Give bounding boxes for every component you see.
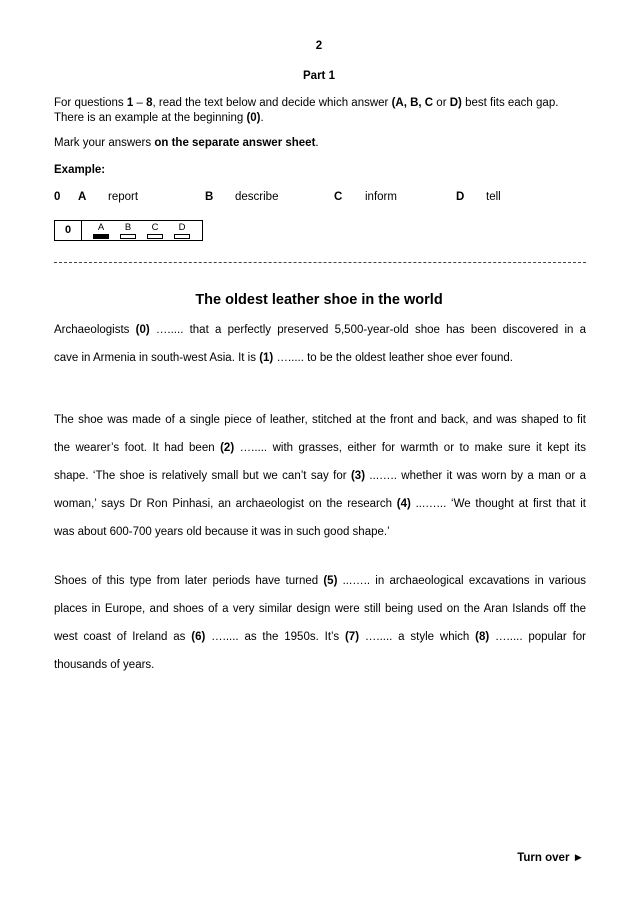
instr-text: – <box>133 97 147 109</box>
instructions-line-1 <box>54 97 558 109</box>
text: Archaeologists <box>54 324 136 336</box>
answer-mark-d <box>174 234 190 239</box>
example-option-letter-c: C <box>334 191 343 203</box>
p2-line-2 <box>54 434 586 462</box>
p1-line-2 <box>54 344 586 372</box>
answer-box-letter-b: B <box>124 222 132 233</box>
text: cave in Armenia in south-west Asia. It is <box>54 352 260 364</box>
instr-options: (A, B, C <box>391 97 434 109</box>
p2-line-3 <box>54 462 586 490</box>
instr-option-d: D) <box>449 97 462 109</box>
p3-line-2 <box>54 595 586 623</box>
instr-text: There is an example at the beginning <box>54 112 247 124</box>
gap-number: (8) <box>475 631 490 643</box>
p3-line-3 <box>54 623 586 651</box>
gap-number: (2) <box>220 442 235 454</box>
example-option-word-d: tell <box>486 191 501 203</box>
p3-line-4 <box>54 651 586 679</box>
answer-box-letter-d: D <box>178 222 186 233</box>
mark-answers-line <box>54 137 319 149</box>
gap-number: (6) <box>191 631 206 643</box>
text: The shoe was made of a single piece of leather, stitched at the front and back, and was shaped to fit <box>54 414 586 426</box>
instr-text: Mark your answers <box>54 137 155 149</box>
instr-example-ref: (0) <box>246 112 261 124</box>
instr-answer-sheet: on the separate answer sheet <box>154 137 316 149</box>
text: the wearer’s foot. It had been <box>54 442 221 454</box>
text: ...….. in archaeological excavations in various <box>337 575 586 587</box>
instr-q-start: 1 <box>126 97 134 109</box>
text: …..... that a perfectly preserved 5,500-year-old shoe has been discovered in a <box>149 324 587 336</box>
text: …..... a style which <box>359 631 476 643</box>
text: was about 600-700 years old because it was in such good shape.’ <box>54 526 390 538</box>
answer-mark-b <box>120 234 136 239</box>
text: …..... as the 1950s. It’s <box>205 631 345 643</box>
gap-number: (0) <box>135 324 150 336</box>
article-paragraph-2 <box>54 406 586 546</box>
example-option-letter-d: D <box>456 191 465 203</box>
example-number: 0 <box>54 191 61 203</box>
turn-over-label: Turn over ► <box>517 852 584 864</box>
part-heading: Part 1 <box>303 70 335 82</box>
gap-number: (1) <box>259 352 274 364</box>
instr-text: . <box>260 112 264 124</box>
example-options-row <box>54 191 586 207</box>
gap-number: (7) <box>344 631 360 643</box>
article-title: The oldest leather shoe in the world <box>195 292 443 308</box>
gap-number: (3) <box>350 470 366 482</box>
text: Shoes of this type from later periods have turned <box>54 575 324 587</box>
example-option-word-b: describe <box>235 191 279 203</box>
text: woman,’ says Dr Ron Pinhasi, an archaeologist on the research <box>54 498 397 510</box>
p1-line-1 <box>54 316 586 344</box>
example-option-word-a: report <box>108 191 139 203</box>
answer-box-number: 0 <box>55 221 82 240</box>
p2-line-5 <box>54 518 586 546</box>
p3-line-1 <box>54 567 586 595</box>
instructions-line-2 <box>54 112 264 124</box>
answer-mark-c <box>147 234 163 239</box>
example-option-letter-a: A <box>78 191 87 203</box>
answer-box-letter-c: C <box>151 222 159 233</box>
text: west coast of Ireland as <box>54 631 192 643</box>
article-paragraph-3 <box>54 567 586 679</box>
answer-mark-a-filled <box>93 234 109 239</box>
instr-q-end: 8 <box>146 97 153 109</box>
example-label: Example: <box>54 164 106 176</box>
example-option-letter-b: B <box>205 191 214 203</box>
instr-text: For questions <box>54 97 127 109</box>
gap-number: (4) <box>396 498 411 510</box>
section-divider <box>54 262 586 263</box>
example-answer-box <box>54 220 203 241</box>
text: thousands of years. <box>54 659 155 671</box>
text: ...….. whether it was worn by a man or a <box>365 470 587 482</box>
text: shape. ‘The shoe is relatively small but we can’t say for <box>54 470 351 482</box>
p2-line-4 <box>54 490 586 518</box>
instr-text: . <box>315 137 319 149</box>
gap-number: (5) <box>323 575 338 587</box>
instr-text: best fits each gap. <box>461 97 559 109</box>
page-number: 2 <box>315 40 323 52</box>
text: places in Europe, and shoes of a very similar design were still being used on the Aran Islands off the <box>54 603 586 615</box>
p2-line-1 <box>54 406 586 434</box>
instr-text: or <box>433 97 450 109</box>
answer-box-letter-a: A <box>97 222 105 233</box>
example-option-word-c: inform <box>365 191 397 203</box>
text: ...…... ‘We thought at first that it <box>410 498 586 510</box>
instr-text: , read the text below and decide which answer <box>152 97 392 109</box>
text: …..... popular for <box>489 631 586 643</box>
article-paragraph-1 <box>54 316 586 372</box>
text: …..... with grasses, either for warmth or to make sure it kept its <box>234 442 586 454</box>
text: …..... to be the oldest leather shoe ever found. <box>273 352 513 364</box>
